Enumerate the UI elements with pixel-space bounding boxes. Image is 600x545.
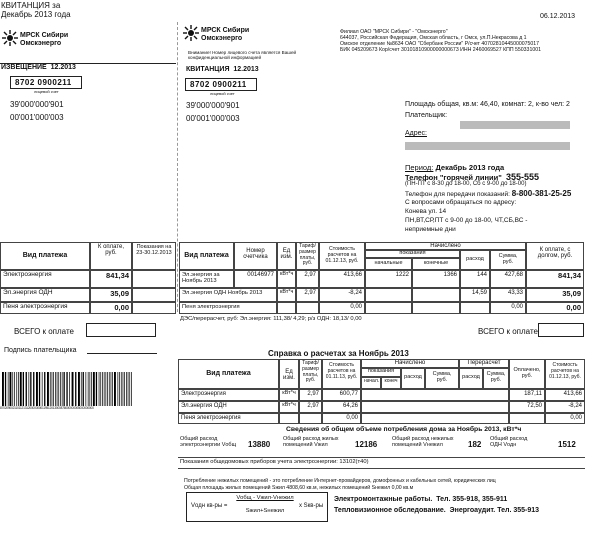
kvit-label: КВИТАНЦИЯ 12.2013 — [186, 66, 259, 73]
barcode-bar — [112, 372, 113, 406]
barcode-bar — [10, 372, 12, 406]
left-total-label: ВСЕГО к оплате — [14, 327, 74, 336]
barcode-bar — [118, 372, 119, 406]
middle-code1: 39'000'000'901 — [186, 101, 240, 110]
hotline: Телефон "горячей линии" 355-555 — [405, 172, 539, 182]
barcode-bar — [90, 372, 91, 406]
barcode-bar — [72, 372, 74, 406]
barcode-bar — [20, 372, 22, 406]
barcode-bar — [124, 372, 125, 406]
address-label: Адрес: — [405, 130, 427, 137]
barcode-bar — [33, 372, 34, 406]
barcode-bar — [44, 372, 45, 406]
barcode-bar — [93, 372, 95, 406]
barcode-bar — [14, 372, 15, 406]
barcode-bar — [99, 372, 100, 406]
table-row: Электроэнергия — [0, 270, 90, 288]
barcode-bar — [8, 372, 9, 406]
middle-account-number: 8702 0900211 — [185, 78, 257, 91]
barcode-digits: 870209002110112131200000000119512013000876000000005000000000 — [0, 406, 94, 410]
barcode-bar — [131, 372, 132, 406]
company-details: Филиал ОАО "МРСК Сибири" - "Омскэнерго" 644037, Российская Федерация, Омская область, г Омск, ул.П.Некрасова д 1 Омское отделение №8634 ОАО "Сбербанк России" Р/счет 40702810445000075017 БИК 045209673 Кор/счет 30101810900000000673 ИНН 2460069527 КПП 550331001 — [340, 29, 541, 53]
left-total-box — [86, 323, 156, 337]
v-nonres: 182 — [468, 440, 482, 449]
receipt-title: КВИТАНЦИЯ за Декабрь 2013 года — [1, 1, 71, 19]
barcode-bar — [47, 372, 49, 406]
sun-logo-icon — [183, 25, 199, 41]
middle-code2: 00'001'000'003 — [186, 114, 240, 123]
barcode-bar — [26, 372, 27, 406]
barcode-bar — [36, 372, 38, 406]
area-info: Площадь общая, кв.м: 46,40, комнат: 2, к-во чел: 2 — [405, 101, 570, 108]
barcode-bar — [88, 372, 89, 406]
signature-label: Подпись плательщика — [4, 347, 77, 354]
barcode-bar — [12, 372, 13, 406]
barcode-bar — [86, 372, 87, 406]
barcode-bar — [102, 372, 103, 406]
ad-thermal: Тепловизионное обследование. Энергоаудит. Тел. 355-913 — [334, 507, 540, 514]
barcode-bar — [121, 372, 122, 406]
left-account-number: 8702 0900211 — [10, 76, 82, 89]
barcode-icon — [0, 372, 172, 406]
table-row: Пеня электроэнергия — [179, 302, 277, 314]
table-row: Пеня электроэнергия — [0, 302, 90, 314]
note-nonres: Потребление нежилых помещений - это потребление Интернет-провайдеров, домофонных и кабельных сетей, юридических лиц — [184, 478, 496, 484]
barcode-bar — [78, 372, 80, 406]
barcode-bar — [91, 372, 92, 406]
barcode-bar — [100, 372, 101, 406]
left-code1: 39'000'000'901 — [10, 100, 64, 109]
barcode-bar — [111, 372, 112, 406]
left-code2: 00'001'000'003 — [10, 113, 64, 122]
company-name: МРСК Сибири Омскэнерго — [20, 32, 69, 47]
barcode-bar — [60, 372, 61, 406]
barcode-bar — [81, 372, 82, 406]
address-redacted — [405, 142, 570, 150]
barcode-bar — [23, 372, 24, 406]
barcode-bar — [5, 372, 6, 406]
signature-line — [87, 353, 157, 354]
barcode-bar — [106, 372, 107, 406]
v-odn: 1512 — [558, 440, 576, 449]
barcode-bar — [128, 372, 129, 406]
barcode-bar — [96, 372, 97, 406]
barcode-bar — [30, 372, 31, 406]
company-name-middle: МРСК Сибири Омскэнерго — [201, 27, 250, 42]
barcode-bar — [42, 372, 43, 406]
attention-note: Внимание! Номер лицевого счета является Вашей конфиденциальной информацией — [188, 50, 297, 61]
odn-formula: Vодн кв-ры = Vобщ - Vжил-Vнежил Sжил+Sнежил x Sкв-ры — [186, 492, 328, 522]
barcode-bar — [53, 372, 54, 406]
barcode-bar — [75, 372, 76, 406]
meters-note: Показания общедомовых приборов учета электроэнергии: 13102(т40) — [180, 459, 369, 465]
ad-electrical: Электромонтажные работы. Тел. 355-918, 355-911 — [334, 496, 508, 503]
barcode-bar — [18, 372, 19, 406]
table-row: Эл.энергия ОДН — [0, 288, 90, 302]
table-row: Электроэнергия — [178, 389, 279, 401]
barcode-bar — [126, 372, 127, 406]
ref-table-title: Справка о расчетах за Ноябрь 2013 — [268, 349, 409, 358]
barcode-bar — [109, 372, 110, 406]
barcode-bar — [64, 372, 65, 406]
barcode-bar — [39, 372, 40, 406]
barcode-bar — [62, 372, 63, 406]
issue-date: 06.12.2013 — [540, 13, 576, 20]
barcode-bar — [2, 372, 4, 406]
barcode-bar — [58, 372, 59, 406]
barcode-bar — [66, 372, 67, 406]
main-total-label: ВСЕГО к оплате — [478, 327, 538, 336]
barcode-bar — [29, 372, 30, 406]
barcode-bar — [55, 372, 56, 406]
barcode-bar — [123, 372, 124, 406]
barcode-bar — [69, 372, 70, 406]
table-row: Эл.энергия за Ноябрь 2013 — [179, 270, 234, 288]
payer-label: Плательщик: — [405, 112, 448, 119]
company-logo-middle — [183, 25, 199, 41]
barcode-bar — [50, 372, 51, 406]
v-res: 12186 — [355, 440, 378, 449]
main-total-box — [538, 323, 584, 337]
barcode-bar — [114, 372, 116, 406]
barcode-bar — [104, 372, 105, 406]
barcode-bar — [83, 372, 84, 406]
barcode-bar — [119, 372, 120, 406]
sun-logo-icon — [2, 30, 18, 46]
barcode-bar — [57, 372, 58, 406]
table-row: Эл.энергия ОДН — [178, 401, 279, 413]
barcode-bar — [129, 372, 130, 406]
barcode-bar — [107, 372, 108, 406]
note-area: Общая площадь жилых помещений Sжил 4808,60 кв.м, нежилых помещений Sнежил 0,00 кв.м — [184, 485, 414, 491]
readings-phone: Телефон для передачи показаний: 8-800-381-25-25 — [405, 189, 572, 198]
barcode-bar — [52, 372, 53, 406]
table-row: Пеня электроэнергия — [178, 413, 279, 424]
recalc-note: ДЭС/перерасчет, руб: Эл.энергия: 111,38/ 4,29; р/з ОДН: 18,13/ 0,00 — [180, 316, 362, 322]
payer-redacted — [460, 121, 570, 129]
v-total: 13880 — [248, 440, 271, 449]
house-title: Сведения об общем объеме потребления дома за Ноябрь 2013, кВт*ч — [286, 426, 522, 433]
barcode — [0, 372, 172, 406]
notice-label: ИЗВЕЩЕНИЕ 12.2013 — [1, 64, 76, 71]
company-logo — [2, 30, 18, 46]
table-row: Эл.энергия ОДН Ноябрь 2013 — [179, 288, 277, 302]
barcode-bar — [16, 372, 17, 406]
period-line: Период: Декабрь 2013 года — [405, 163, 505, 172]
